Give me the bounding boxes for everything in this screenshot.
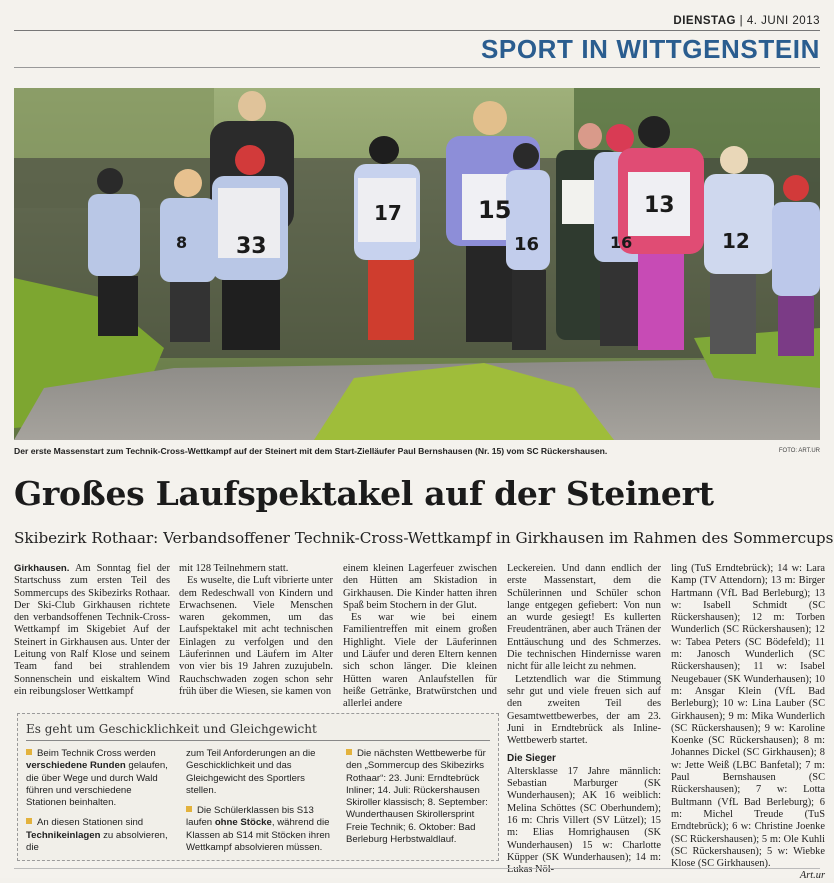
bib-12: 12 [722,229,750,253]
info-bullet-4: Die nächsten Wettbewerbe für den „Sommercup des Skibezirks Rothaar“: 23. Juni: Erndtebrück Inliner; 14. Juli: Rückershausen Skiroller klassisch; 8. September: Wunderthausen Skirollersprint Freie Technik; 6. Oktober: Bad Berleburg Herbstwaldlauf. [346,748,488,846]
col3-p1: einem kleinen Lagerfeuer zwischen den Hütten am Skistadion in Girkhausen. Die Kinder hatten ihren Spaß beim Stochern in der Glut. [343,563,497,611]
info-bullet-2: An diesen Stationen sind Technikeinlagen zu absolvieren, die [26,817,168,854]
photo-caption: Der erste Massenstart zum Technik-Cross-Wettkampf auf der Steinert mit dem Start-Zielläufer Paul Bernshausen (Nr. 15) vom SC Rückershausen. [14,446,608,456]
col4-p1: Leckereien. Und dann endlich der erste Massenstart, dem die Schülerinnen und Schüler schon lange entgegen gefiebert: Von nun an wurde gesiegt! Es kullerten Freudentränen, aber auch Tränen der Enttäuschung und des Schmerzes. Die technischen Hindernisse waren nicht für alle leicht zu nehmen. [507,563,661,673]
info-box-column-1 [26,748,174,862]
bib-16b: 16 [610,233,633,252]
info-box [17,713,499,861]
winners-list-1: Altersklasse 17 Jahre männlich: Sebastian Marburger (SK Wunderhausen); AK 16 weiblich: Melina Schöttes (SC Oberhundem); 16 m: Chris Villert (SV Lützel); 15 m: Elias Homrighausen (SK Wunderhausen) 15 w: Charlotte Küpper (SK Wunderhausen); 14 m: Lukas Nöl- [507,765,661,876]
col2-p1: mit 128 Teilnehmern statt. [179,563,289,574]
info-box-title: Es geht um Geschicklichkeit und Gleichgewicht [26,722,317,736]
author-sign: Art.ur [799,870,825,882]
winners-heading: Die Sieger [507,753,556,765]
dateline: DIENSTAG | 4. JUNI 2013 [673,15,820,27]
section-title: SPORT IN WITTGENSTEIN [480,34,820,64]
col1-text: Am Sonntag fiel der Startschuss zum ersten Teil des Sommercups des Skibezirks Rothaar. Der Ski-Club Girkhausen richtete den verbandsoffenen Technik-Cross-Wettkampf im Skigebiet Auf der Steinert in Girkhausen aus. Unter der Leitung von Ralf Klose und seinem Team fand bei strahlendem Sonnenschein und eiskaltem Wind ein reibungsloser Wettkampf [14,563,170,697]
bottom-rule [14,868,820,869]
bullet-square-icon [26,749,32,755]
bullet-square-icon [346,749,352,755]
bib-33: 33 [236,234,267,259]
winners-list-2: ling (TuS Erndtebrück); 14 w: Lara Kamp (TV Attendorn); 13 m: Birger Hartmann (VfL Bad Berleburg); 13 w: Isabell Schmidt (SC Rückershausen); 12 m: Torben Wunderlich (SC Rückershausen); 12 w: Tabea Peters (SC Bödefeld); 11 m: Janosch Wunderlich (SC Rückershausen); 11 w: Isabel Neugebauer (SK Wunderhausen); 10 m: Ansgar Klein (VfL Bad Berleburg); 10 w: Lina Lauber (SC Girkhausen); 9 m: Mika Wunderlich (SC Rückershausen); 9 w: Karoline Koenke (SC Rückershausen); 8 m: Johannes Dickel (SC Girkhausen); 8 w: Jette Weiß (LBC Banfetal); 7 m: Paul Bernshausen (SC Rückershausen); 7 w: Lotta Bultmann (VfL Bad Berleburg); 6 m: Michel Treude (TuS Erndtebrück); 6 w: Christine Joenke (SC Rückershausen); 5 m: Ole Kuhli (SC Rückershausen); 5 w: Wiebke Klose (SC Girkhausen). [671,563,825,870]
col4-p2: Letztendlich war die Stimmung sehr gut und viele freuen sich auf den zweiten Teil des Gesamtwettbewerbes, der am 23. Juni in Erndtebrück als Inline-Wettbewerb startet. [507,673,661,747]
bullet-square-icon [186,806,192,812]
bib-8: 8 [176,233,188,252]
article-column-3 [343,563,497,711]
headline: Großes Laufspektakel auf der Steinert [14,474,714,513]
col2-p2: Es wuselte, die Luft vibrierte unter dem Redeschwall von Kindern und Erwachsenen. Viele Menschen waren gekommen, um das Laufspektakel mit acht technischen Einlagen zu verfolgen und den Läuferinnen und Läufern im Alter von vier bis 19 Jahren zuzujubeln. Rauchschwaden zogen schon sehr früh über die Wiesen, sie kamen von [179,575,333,697]
info-bullet-3: Die Schülerklassen bis S13 laufen ohne Stöcke, während die Klassen ab S14 mit Stöcken ihren Wettkampf absolvieren müssen. [186,805,330,854]
bullet-square-icon [26,818,32,824]
bib-17: 17 [374,201,402,225]
info-box-column-3 [346,748,494,854]
col3-p2: Es war wie bei einem Familientreffen mit einem großen Highlight. Viele der Läuferinnen und Läufer und deren Eltern kennen sich schon länger. Die kleinen Hütten waren Anlaufstellen für heiße Getränke, Bratwürstchen und allerlei andere [343,612,497,710]
info-box-column-2 [186,748,334,862]
bib-13: 13 [644,193,675,218]
info-box-rule [26,740,490,741]
subheadline: Skibezirk Rothaar: Verbandsoffener Technik-Cross-Wettkampf in Girkhausen im Rahmen des Sommercups [14,529,834,547]
info-bullet-1: Beim Technik Cross werden verschiedene Runden gelaufen, die über Wege und durch Wald führen und verschiedene Stationen beinhalten. [26,748,168,809]
bib-16: 16 [514,234,540,255]
info-bullet-2-cont: zum Teil Anforderungen an die Geschicklichkeit und das Gleichgewicht des Sportlers stellen. [186,748,316,796]
race-photo [14,88,820,440]
dateline-place: Girkhausen. [14,563,70,574]
section-rule [14,67,820,68]
article-column-2 [179,563,333,698]
article-column-4 [507,563,661,876]
header-rule [14,30,820,31]
bib-15: 15 [478,196,512,224]
article-column-1 [14,563,170,698]
photo-credit: FOTO: ART.UR [778,448,820,454]
article-column-5 [671,563,825,883]
